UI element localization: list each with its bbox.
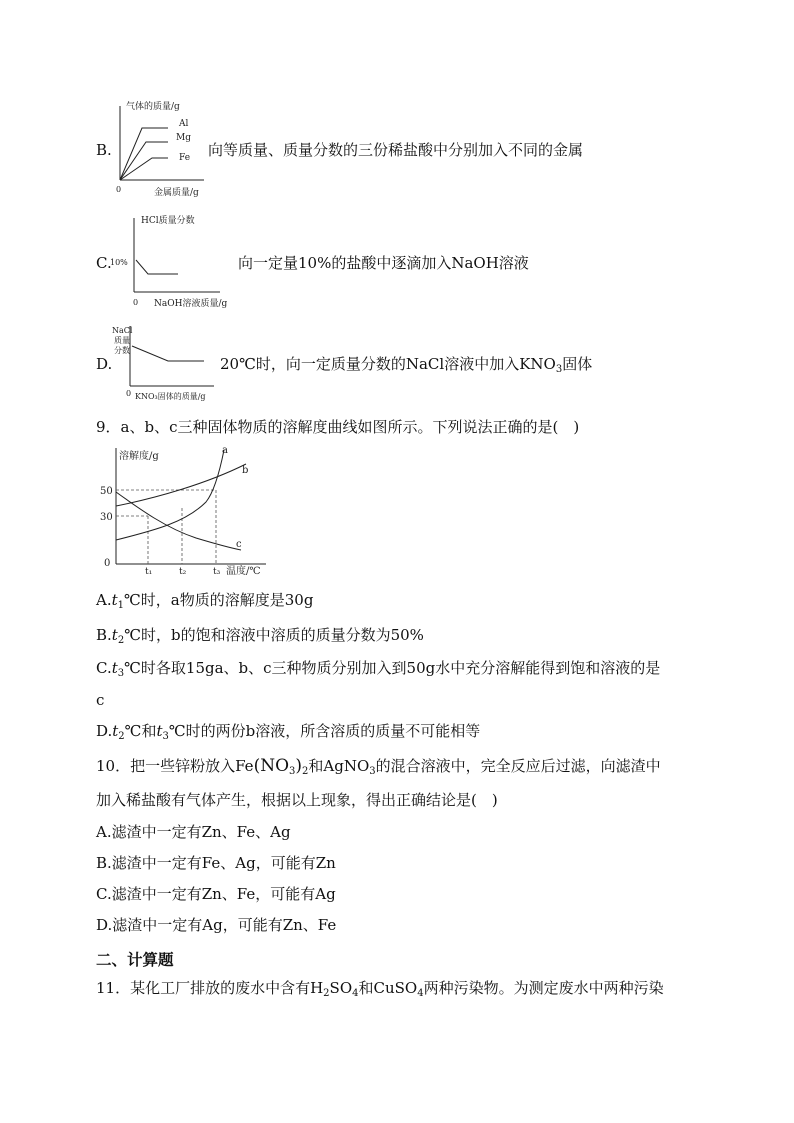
option-prefix: C. — [96, 659, 112, 677]
option-text: ℃时，a物质的溶解度是30g — [124, 591, 314, 609]
y-tick-label: 10% — [110, 258, 128, 267]
option-text: ℃和 — [124, 722, 157, 740]
q11-part: SO — [329, 979, 353, 997]
x-axis-label: NaOH溶液质量/g — [154, 299, 228, 309]
y-axis-label-1: NaCl — [112, 326, 133, 335]
q10-stem-line-2: 加入稀盐酸有气体产生，根据以上现象，得出正确结论是( ) — [96, 791, 498, 809]
q10-stem-sub: 3 — [289, 766, 296, 777]
option-b-text: 向等质量、质量分数的三份稀盐酸中分别加入不同的金属 — [208, 141, 584, 159]
option-c-text: 向一定量10%的盐酸中逐滴加入NaOH溶液 — [238, 254, 529, 272]
option-b-graph — [112, 100, 212, 200]
option-prefix: A. — [96, 591, 112, 609]
curve-c-label: c — [236, 539, 242, 550]
section-heading: 二、计算题 — [96, 951, 174, 969]
y-axis-label: HCl质量分数 — [141, 216, 195, 226]
temp-subscript-2: 3 — [162, 731, 169, 742]
y-axis-label: 溶解度/g — [119, 451, 159, 462]
series-al-label: Al — [179, 119, 189, 129]
option-d-text-sub: 3 — [555, 364, 563, 375]
temp-subscript: 2 — [118, 731, 125, 742]
q10-option-c: C.滤渣中一定有Zn、Fe，可能有Ag — [96, 885, 336, 903]
hcl-fraction-line — [136, 260, 178, 274]
x-axis-label: KNO₃固体的质量/g — [135, 392, 206, 401]
x-tick-t2: t₂ — [179, 567, 187, 577]
q10-stem-part: (NO — [253, 756, 290, 776]
curve-a-label: a — [222, 445, 228, 456]
curve-b — [116, 464, 249, 506]
q11-part: 和CuSO — [358, 979, 418, 997]
y-tick-30: 30 — [100, 512, 113, 523]
temp-subscript: 3 — [117, 668, 125, 679]
q11-sub: 2 — [323, 988, 330, 999]
option-d-graph — [108, 320, 220, 404]
q11-stem — [96, 978, 664, 1004]
option-c-label: C. — [96, 254, 112, 272]
nacl-fraction-line — [132, 346, 204, 361]
option-prefix: B. — [96, 626, 112, 644]
series-mg-line — [120, 142, 168, 180]
option-d-label: D. — [96, 355, 113, 373]
q11-sub: 4 — [352, 988, 359, 999]
y-axis-label: 气体的质量/g — [126, 102, 180, 112]
q10-stem-part: 和AgNO — [308, 757, 370, 775]
x-axis-label: 温度/℃ — [226, 566, 261, 577]
x-axis-label: 金属质量/g — [154, 188, 199, 198]
q10-stem-line-1 — [96, 756, 661, 782]
curve-b-label: b — [242, 465, 249, 476]
temp-subscript: 1 — [117, 600, 125, 611]
option-text: ℃时各取15ga、b、c三种物质分别加入到50g水中充分溶解能得到饱和溶液的是 — [124, 659, 661, 677]
temp-symbol-2: t — [156, 722, 163, 740]
option-d-text-main: 20℃时，向一定质量分数的NaCl溶液中加入KNO — [220, 355, 556, 373]
q9-option-b — [96, 625, 424, 651]
x-tick-t3: t₃ — [213, 567, 221, 577]
temp-subscript: 2 — [117, 635, 125, 646]
option-text-2: ℃时的两份b溶液，所含溶质的质量不可能相等 — [168, 722, 481, 740]
origin-label: 0 — [104, 558, 111, 569]
temp-symbol: t — [111, 626, 118, 644]
q10-stem-part: ) — [295, 756, 303, 776]
temp-symbol: t — [111, 659, 118, 677]
option-text: ℃时，b的饱和溶液中溶质的质量分数为50% — [124, 626, 424, 644]
origin-label: 0 — [126, 389, 132, 398]
y-axis-label-2: 质量 — [114, 336, 130, 345]
q11-part: 两种污染物。为测定废水中两种污染 — [423, 979, 664, 997]
q10-option-b: B.滤渣中一定有Fe、Ag，可能有Zn — [96, 854, 336, 872]
option-b-label: B. — [96, 141, 112, 159]
q10-option-d: D.滤渣中一定有Ag，可能有Zn、Fe — [96, 916, 337, 934]
y-tick-50: 50 — [100, 486, 113, 497]
q9-stem: 9．a、b、c三种固体物质的溶解度曲线如图所示。下列说法正确的是( ) — [96, 418, 580, 436]
q10-stem-part: 10．把一些锌粉放入Fe — [96, 757, 254, 775]
q9-option-a — [96, 590, 313, 616]
option-d-text — [220, 354, 592, 380]
option-prefix: D. — [96, 722, 113, 740]
q10-stem-sub: 2 — [302, 766, 309, 777]
temp-symbol: t — [112, 722, 119, 740]
q11-sub: 4 — [417, 988, 424, 999]
y-axis-label-3: 分数 — [114, 346, 130, 355]
q9-option-d — [96, 721, 480, 747]
option-d-text-end: 固体 — [562, 355, 593, 373]
q10-stem-part: 的混合溶液中，完全反应后过滤，向滤渣中 — [375, 757, 661, 775]
series-fe-label: Fe — [179, 153, 191, 163]
q9-option-c — [96, 658, 660, 684]
q9-option-c-wrap: c — [96, 691, 105, 709]
series-mg-label: Mg — [176, 133, 191, 143]
temp-symbol: t — [111, 591, 118, 609]
option-c-graph — [108, 212, 248, 312]
q11-part: 11．某化工厂排放的废水中含有H — [96, 979, 324, 997]
origin-label: 0 — [133, 298, 139, 307]
q10-stem-sub: 3 — [369, 766, 376, 777]
x-tick-t1: t₁ — [145, 567, 153, 577]
solubility-graph — [96, 440, 276, 585]
series-al-line — [120, 128, 168, 180]
q10-option-a: A.滤渣中一定有Zn、Fe、Ag — [96, 823, 291, 841]
origin-label: 0 — [116, 185, 122, 194]
